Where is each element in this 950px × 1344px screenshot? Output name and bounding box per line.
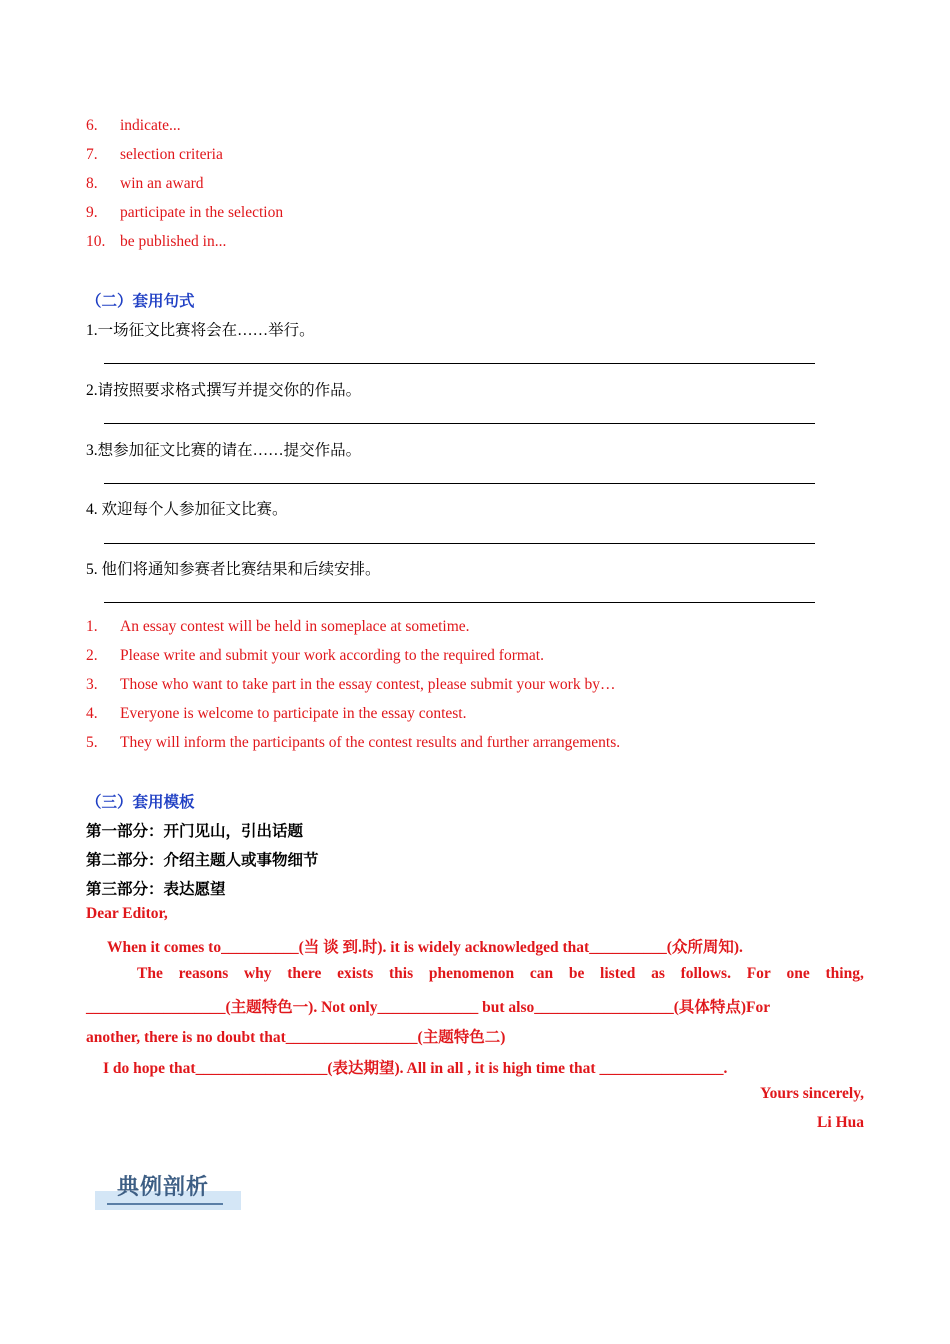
answer-blank-5[interactable] bbox=[104, 602, 815, 603]
part-2: 第二部分：介绍主题人或事物细节 bbox=[86, 852, 319, 869]
answer-blank-4[interactable] bbox=[104, 543, 815, 544]
question-1: 1.一场征文比赛将会在……举行。 bbox=[86, 322, 315, 339]
signature: Li Hua bbox=[817, 1114, 864, 1131]
section-banner bbox=[95, 1170, 241, 1212]
answer-blank-2[interactable] bbox=[104, 423, 815, 424]
list-item: 4. Everyone is welcome to participate in the essay contest. bbox=[86, 705, 467, 722]
list-item: 8. win an award bbox=[86, 175, 204, 192]
section3-title: （三）套用模板 bbox=[86, 794, 195, 811]
question-4: 4. 欢迎每个人参加征文比赛。 bbox=[86, 501, 288, 518]
section2-title: （二）套用句式 bbox=[86, 293, 195, 310]
answer-blank-1[interactable] bbox=[104, 363, 815, 364]
closing: Yours sincerely, bbox=[760, 1085, 864, 1102]
part-3: 第三部分：表达愿望 bbox=[86, 881, 226, 898]
part-1: 第一部分：开门见山，引出话题 bbox=[86, 823, 304, 840]
answer-list bbox=[86, 612, 620, 757]
question-2: 2.请按照要求格式撰写并提交你的作品。 bbox=[86, 382, 362, 399]
list-item: 5. They will inform the participants of the contest results and further arrangements. bbox=[86, 734, 621, 751]
template-line-5: I do hope that_________________(表达期望). All in all , it is high time that ________________. bbox=[103, 1060, 728, 1077]
banner-label: 典例剖析 bbox=[117, 1175, 210, 1200]
template-line-3: __________________(主题特色一). Not only_____________ but also__________________(具体特点)For bbox=[86, 999, 771, 1016]
question-5: 5. 他们将通知参赛者比赛结果和后续安排。 bbox=[86, 561, 381, 578]
banner-underline bbox=[107, 1203, 223, 1205]
list-item: 2. Please write and submit your work according to the required format. bbox=[86, 647, 544, 664]
question-3: 3.想参加征文比赛的请在……提交作品。 bbox=[86, 442, 362, 459]
list-item: 7. selection criteria bbox=[86, 146, 223, 163]
list-item: 6. indicate... bbox=[86, 117, 181, 134]
answer-blank-3[interactable] bbox=[104, 483, 815, 484]
list-item: 1. An essay contest will be held in someplace at sometime. bbox=[86, 618, 470, 635]
phrase-list bbox=[86, 111, 283, 256]
salutation: Dear Editor, bbox=[86, 905, 168, 922]
list-item: 3. Those who want to take part in the essay contest, please submit your work by… bbox=[86, 676, 616, 693]
template-line-2: The reasons why there exists this phenomenon can be listed as follows. For one thing, bbox=[137, 965, 864, 982]
list-item: 10. be published in... bbox=[86, 233, 227, 250]
template-line-1: When it comes to__________(当 谈 到.时). it is widely acknowledged that__________(众所周知). bbox=[107, 939, 743, 956]
template-line-4: another, there is no doubt that_________________(主题特色二) bbox=[86, 1029, 506, 1046]
list-item: 9. participate in the selection bbox=[86, 204, 284, 221]
